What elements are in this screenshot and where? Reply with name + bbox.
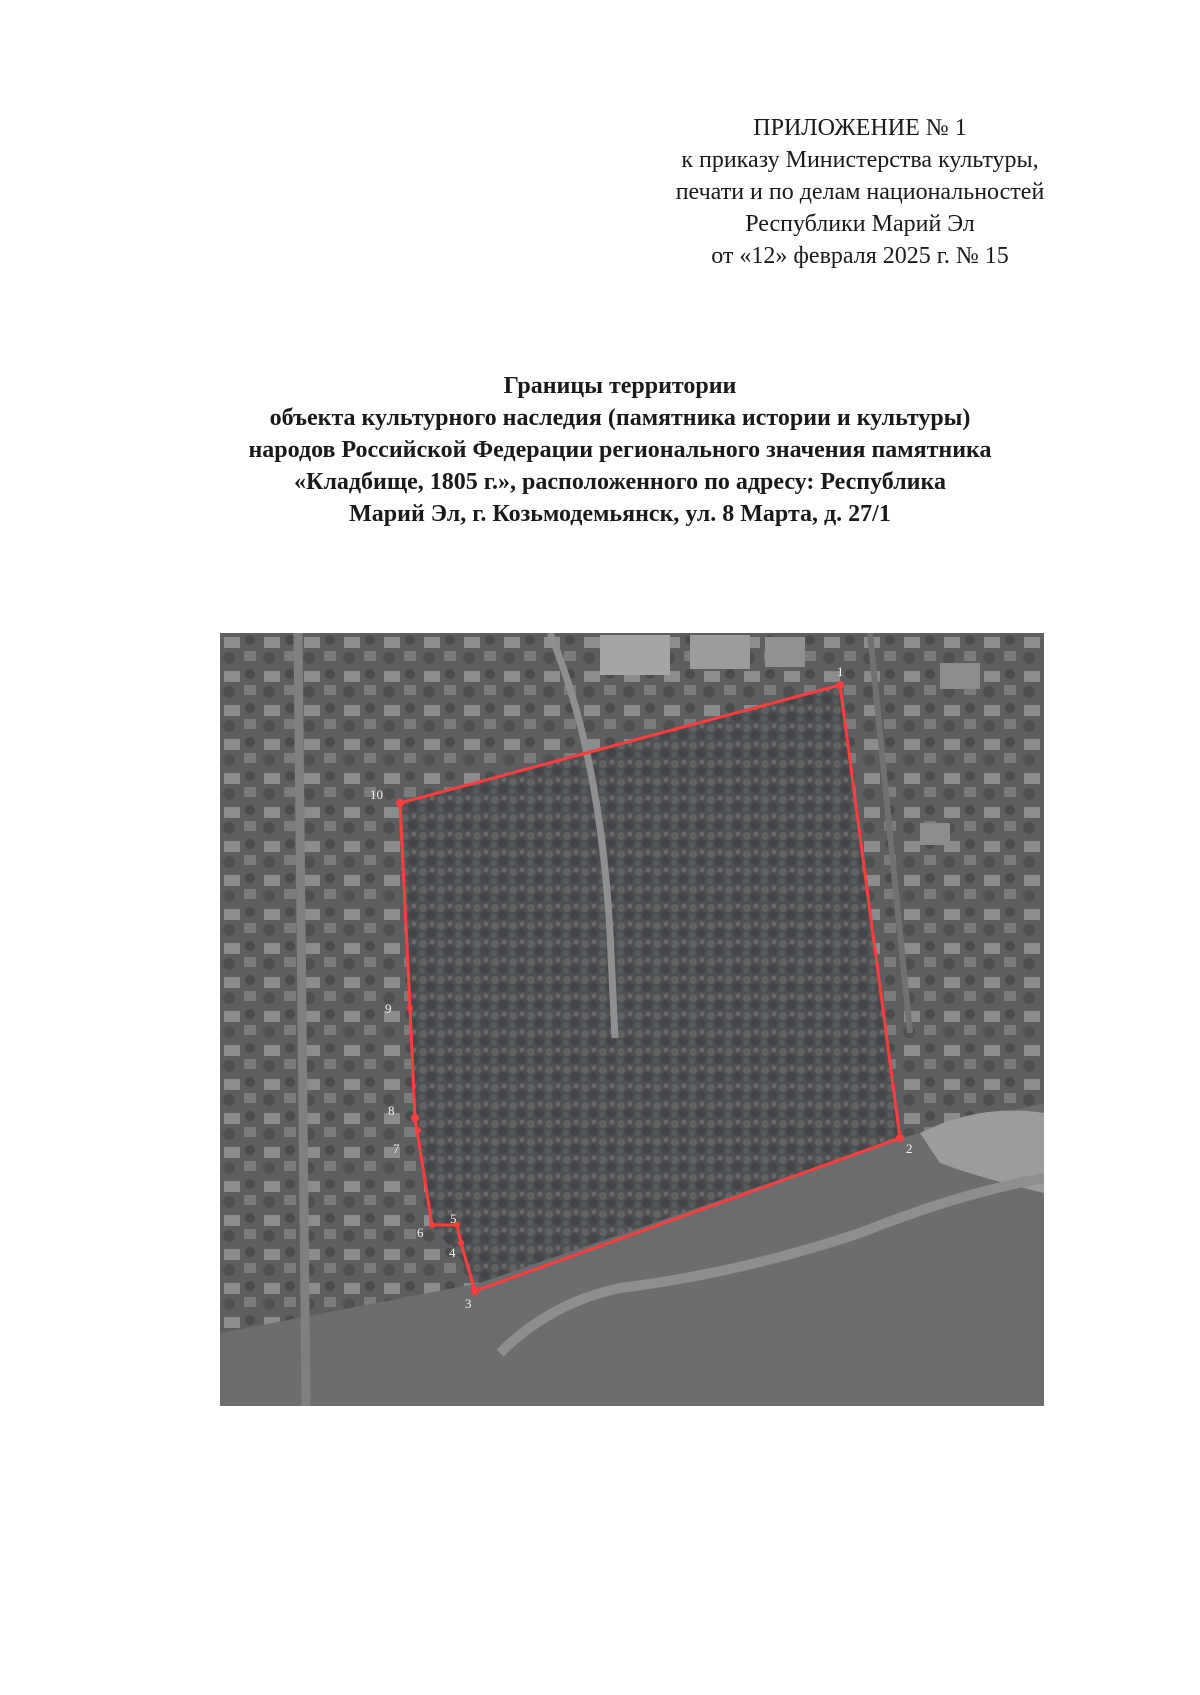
vertex-10 <box>396 799 404 807</box>
title-line: народов Российской Федерации регионального значения памятника <box>248 437 992 463</box>
title-line: объекта культурного наследия (памятника истории и культуры) <box>269 405 971 431</box>
vertex-6 <box>429 1222 435 1228</box>
title-line: Границы территории <box>503 373 737 399</box>
appendix-line: к приказу Министерства культуры, <box>681 147 1039 173</box>
vertex-label-7: 7 <box>393 1141 400 1156</box>
title-line: «Кладбище, 1805 г.», расположенного по адресу: Республика <box>294 469 946 495</box>
vertex-9 <box>407 1005 413 1011</box>
satellite-map <box>220 633 1044 1406</box>
vertex-label-2: 2 <box>906 1141 913 1156</box>
vertex-label-10: 10 <box>370 787 383 802</box>
vertex-7 <box>415 1127 421 1133</box>
vertex-8 <box>411 1114 419 1122</box>
building <box>765 637 805 667</box>
appendix-line: печати и по делам национальностей <box>675 179 1045 205</box>
vertex-label-5: 5 <box>450 1211 457 1226</box>
vertex-label-6: 6 <box>417 1225 424 1240</box>
appendix-line: от «12» февраля 2025 г. № 15 <box>711 243 1009 269</box>
building <box>920 823 950 845</box>
building <box>600 635 670 675</box>
vertex-2 <box>896 1134 904 1142</box>
title-line: Марий Эл, г. Козьмодемьянск, ул. 8 Марта, д. 27/1 <box>349 501 891 527</box>
vertex-4 <box>458 1240 464 1246</box>
vertex-3 <box>471 1287 479 1295</box>
appendix-line: ПРИЛОЖЕНИЕ № 1 <box>753 115 967 141</box>
vertex-label-1: 1 <box>837 664 844 679</box>
document-title <box>120 370 1120 530</box>
map-svg <box>220 633 1044 1406</box>
vertex-label-9: 9 <box>385 1001 392 1016</box>
building <box>690 635 750 669</box>
vertex-label-3: 3 <box>465 1296 472 1311</box>
vertex-1 <box>836 681 844 689</box>
building <box>940 663 980 689</box>
appendix-header <box>600 112 1120 272</box>
vertex-label-4: 4 <box>449 1245 456 1260</box>
vertex-label-8: 8 <box>388 1103 395 1118</box>
appendix-line: Республики Марий Эл <box>745 211 975 237</box>
